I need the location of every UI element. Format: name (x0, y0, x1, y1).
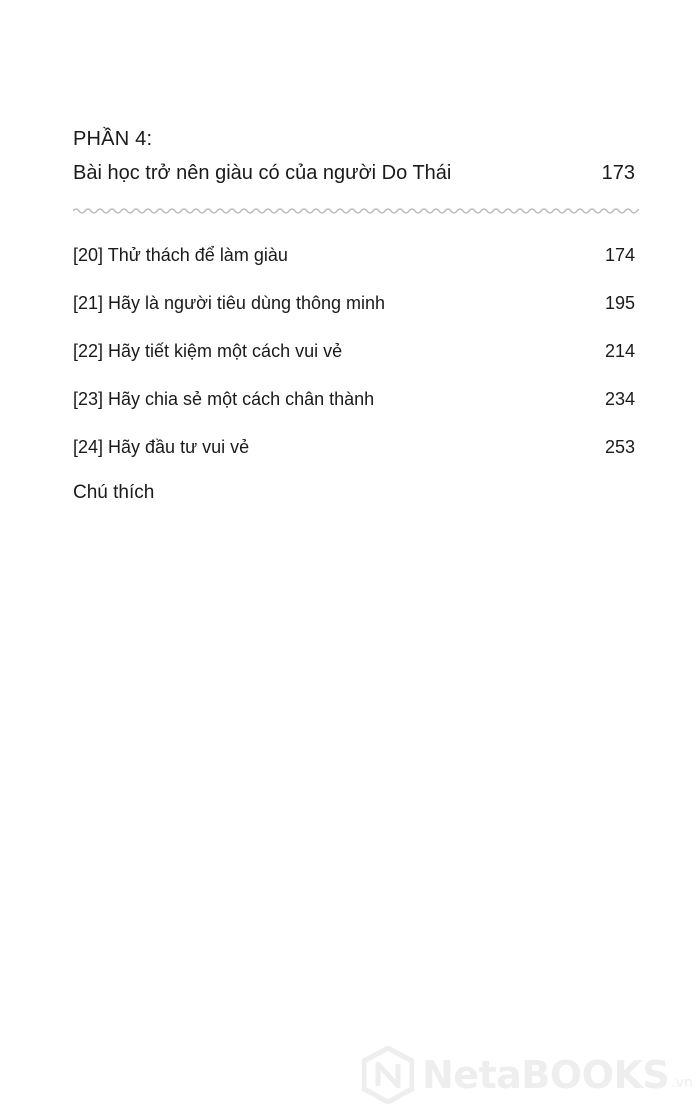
toc-entry-page: 214 (604, 341, 635, 361)
part-title: Bài học trở nên giàu có của người Do Thái (73, 162, 452, 184)
notes-link[interactable]: Chú thích (73, 482, 155, 503)
toc-entry-page: 253 (604, 437, 635, 457)
toc-entry-label: [21] Hãy là người tiêu dùng thông minh (73, 293, 386, 313)
toc-entry-page: 174 (604, 245, 635, 265)
toc-entry-24[interactable] (73, 434, 635, 482)
toc-entry-page: 234 (604, 389, 635, 409)
toc-entry-20[interactable] (73, 242, 635, 290)
toc-entry-label: [20] Thử thách để làm giàu (73, 245, 288, 265)
toc-entry-23[interactable] (73, 386, 635, 434)
toc-entry-22[interactable] (73, 338, 635, 386)
toc-list (73, 242, 635, 482)
wavy-divider (73, 205, 639, 217)
toc-entry-label: [22] Hãy tiết kiệm một cách vui vẻ (73, 341, 343, 361)
toc-entry-21[interactable] (73, 290, 635, 338)
netabooks-logo-icon (362, 1046, 414, 1104)
watermark-brand: NetaBOOKS (422, 1053, 670, 1097)
part-title-row[interactable] (73, 162, 635, 185)
toc-entry-label: [24] Hãy đầu tư vui vẻ (73, 437, 250, 457)
watermark-suffix: .vn (671, 1075, 693, 1091)
watermark (362, 1045, 693, 1105)
part-page-number: 173 (601, 162, 635, 184)
part-label: PHẦN 4: (73, 128, 153, 150)
toc-entry-label: [23] Hãy chia sẻ một cách chân thành (73, 389, 375, 409)
toc-entry-page: 195 (604, 293, 635, 313)
